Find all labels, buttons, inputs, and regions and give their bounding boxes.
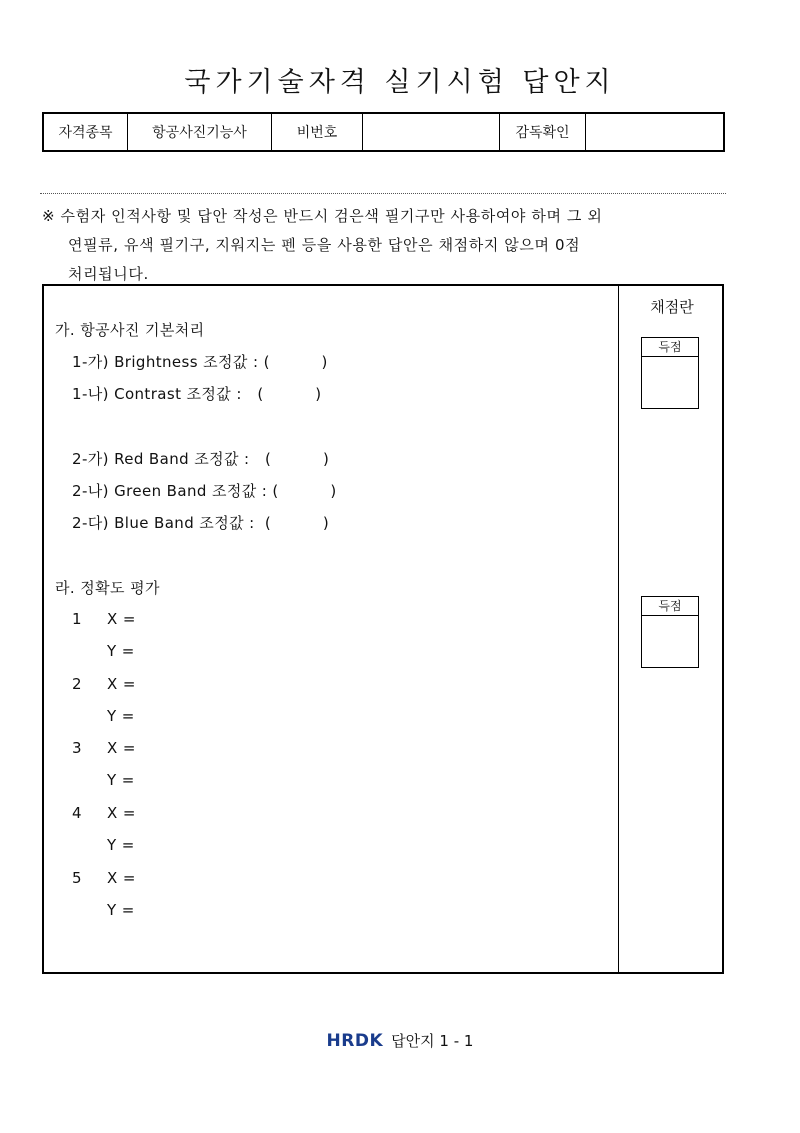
answer-item[interactable]: 2-가) Red Band 조정값 : ( ) [72, 450, 330, 468]
point-y[interactable]: Y = [107, 901, 135, 919]
supervisor-label: 감독확인 [500, 114, 586, 150]
score-column-divider [618, 286, 619, 972]
notice-line: ※ 수험자 인적사항 및 답안 작성은 반드시 검은색 필기구만 사용하여야 하며 그 외 [42, 207, 603, 225]
page-title: 국가기술자격 실기시험 답안지 [184, 67, 616, 98]
point-y[interactable]: Y = [107, 771, 135, 789]
score-box-b[interactable] [641, 596, 699, 668]
answer-item[interactable]: 2-나) Green Band 조정값 : ( ) [72, 482, 337, 500]
category-value: 항공사진기능사 [128, 114, 272, 150]
point-x[interactable]: X = [107, 610, 136, 628]
page-number: 답안지 1 - 1 [391, 1032, 474, 1050]
notice-line: 처리됩니다. [68, 265, 149, 283]
point-x[interactable]: X = [107, 804, 136, 822]
section-a-heading: 가. 항공사진 기본처리 [55, 321, 205, 339]
answer-item[interactable]: 1-나) Contrast 조정값 : ( ) [72, 385, 322, 403]
section-b-heading: 라. 정확도 평가 [55, 579, 160, 597]
score-box-label: 득점 [642, 597, 698, 616]
answer-box [42, 284, 724, 974]
score-column-title: 채점란 [650, 298, 694, 316]
point-number: 1 [72, 610, 82, 628]
supervisor-field[interactable] [586, 114, 723, 150]
category-label: 자격종목 [44, 114, 128, 150]
point-number: 3 [72, 739, 82, 757]
answer-item[interactable]: 2-다) Blue Band 조정값 : ( ) [72, 514, 330, 532]
answer-item[interactable]: 1-가) Brightness 조정값 : ( ) [72, 353, 328, 371]
point-x[interactable]: X = [107, 675, 136, 693]
number-label: 비번호 [272, 114, 363, 150]
point-y[interactable]: Y = [107, 707, 135, 725]
divider [40, 193, 726, 194]
footer [0, 1030, 800, 1051]
point-number: 4 [72, 804, 82, 822]
number-field[interactable] [363, 114, 500, 150]
point-x[interactable]: X = [107, 739, 136, 757]
point-y[interactable]: Y = [107, 642, 135, 660]
score-box-a[interactable] [641, 337, 699, 409]
candidate-info-table [42, 112, 725, 152]
score-box-label: 득점 [642, 338, 698, 357]
point-y[interactable]: Y = [107, 836, 135, 854]
point-number: 5 [72, 869, 82, 887]
hrdk-logo: HRDK [326, 1030, 384, 1051]
point-number: 2 [72, 675, 82, 693]
notice [42, 202, 732, 289]
point-x[interactable]: X = [107, 869, 136, 887]
notice-line: 연필류, 유색 필기구, 지워지는 펜 등을 사용한 답안은 채점하지 않으며 0점 [68, 236, 581, 254]
